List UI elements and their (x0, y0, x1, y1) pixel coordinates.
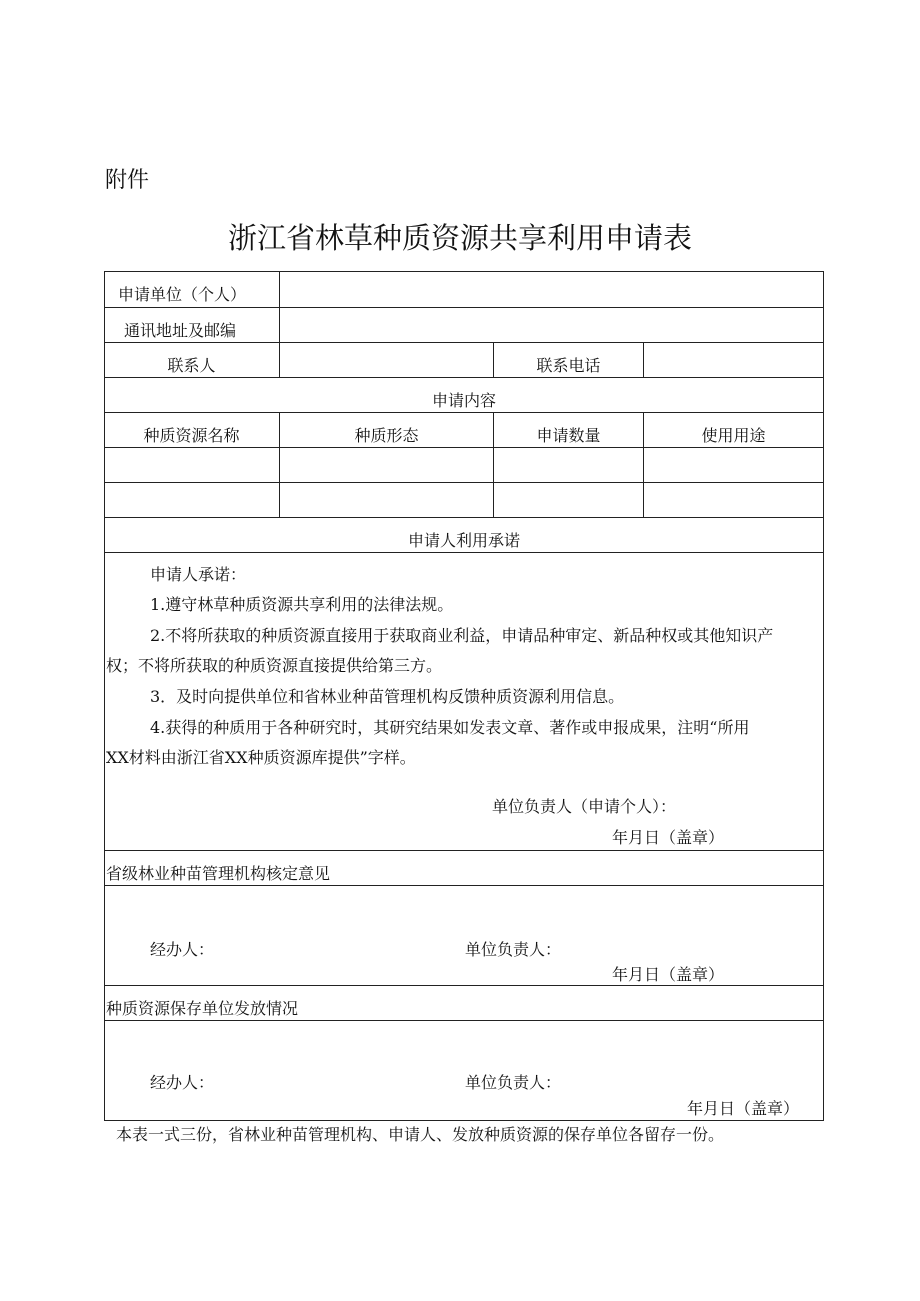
unit-head-label: 单位负责人： (465, 1073, 562, 1092)
date-seal-label: 年月日（盖章） (612, 828, 725, 847)
commitment-item: 2.不将所获取的种质资源直接用于获取商业利益，申请品种审定、新品种权或其他知识产 (150, 626, 774, 645)
commitment-item: 4.获得的种质用于各种研究时，其研究结果如发表文章、著作或申报成果，注明“所用 (150, 718, 750, 737)
attachment-label: 附件 (105, 168, 150, 193)
date-seal-label: 年月日（盖章） (687, 1099, 800, 1118)
row-divider (104, 552, 824, 553)
row-divider (104, 307, 824, 308)
row-divider (104, 412, 824, 413)
handler-label: 经办人： (150, 1073, 215, 1092)
commitment-intro: 申请人承诺： (150, 565, 247, 584)
row-divider (104, 1020, 824, 1021)
commitment-header: 申请人利用承诺 (407, 531, 520, 550)
col-divider (643, 342, 644, 378)
signer-label: 单位负责人（申请个人）： (492, 797, 677, 816)
footnote: 本表一式三份，省林业种苗管理机构、申请人、发放种质资源的保存单位各留存一份。 (116, 1125, 725, 1144)
column-header: 种质形态 (354, 426, 419, 445)
column-header: 使用用途 (701, 426, 766, 445)
row-divider (104, 985, 824, 986)
table-top-border (104, 271, 824, 272)
provincial-header: 省级林业种苗管理机构核定意见 (106, 864, 331, 883)
content-header: 申请内容 (431, 391, 496, 410)
address-label: 通讯地址及邮编 (124, 321, 237, 340)
row-divider (104, 342, 824, 343)
commitment-item: XX材料由浙江省XX种质资源库提供”字样。 (106, 748, 416, 767)
col-divider (279, 271, 280, 378)
distribution-header: 种质资源保存单位发放情况 (106, 999, 299, 1018)
column-header: 种质资源名称 (143, 426, 240, 445)
applicant-label: 申请单位（个人） (118, 285, 247, 304)
form-title: 浙江省林草种质资源共享利用申请表 (227, 221, 692, 255)
row-divider (104, 482, 824, 483)
commitment-item: 权；不将所获取的种质资源直接提供给第三方。 (106, 656, 443, 675)
row-divider (104, 850, 824, 851)
commitment-item: 3．及时向提供单位和省林业种苗管理机构反馈种质资源利用信息。 (150, 687, 625, 706)
unit-head-label: 单位负责人： (465, 940, 562, 959)
column-header: 申请数量 (536, 426, 601, 445)
row-divider (104, 517, 824, 518)
row-divider (104, 377, 824, 378)
date-seal-label: 年月日（盖章） (612, 965, 725, 984)
table-bottom-border (104, 1120, 824, 1121)
phone-label: 联系电话 (536, 356, 601, 375)
commitment-item: 1.遵守林草种质资源共享利用的法律法规。 (150, 595, 454, 614)
contact-label: 联系人 (167, 356, 216, 375)
handler-label: 经办人： (150, 940, 215, 959)
row-divider (104, 447, 824, 448)
row-divider (104, 885, 824, 886)
